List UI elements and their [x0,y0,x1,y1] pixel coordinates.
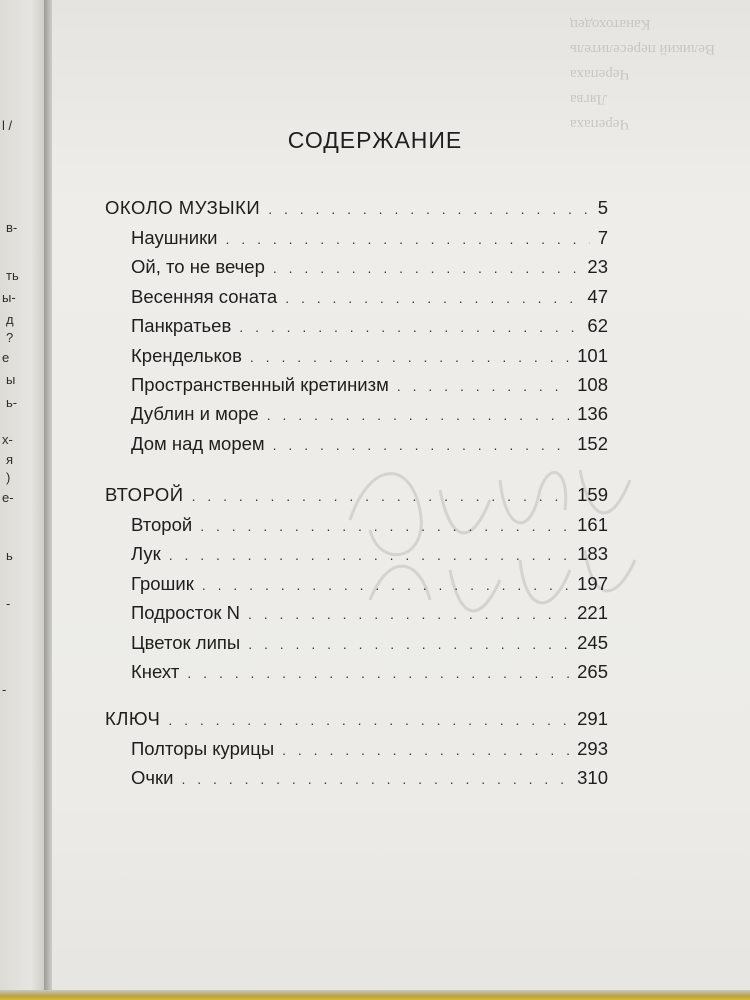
bleed-through-line: Лягва [570,91,607,107]
dot-leader [226,231,590,247]
page-number: 62 [587,315,608,337]
previous-page-fragment: l / [2,118,13,133]
toc-entry-title: Дублин и море [131,403,259,425]
bleed-through-line: Черепаха [570,66,630,82]
dot-leader [239,319,579,335]
page-number: 7 [597,227,608,248]
dot-leader [200,518,569,534]
page-number: 152 [577,432,608,454]
toc-entry-title: Дом над морем [131,432,265,454]
toc-section-title: ВТОРОЙ [105,484,184,505]
page-number: 108 [577,374,608,395]
toc-entry[interactable] [131,286,608,316]
page-number: 5 [597,197,608,218]
dot-leader [168,712,569,728]
page-number: 293 [577,738,608,759]
toc-entry[interactable] [131,738,608,768]
page-number: 265 [577,661,608,682]
bleed-through-line: Черепаха [570,116,630,132]
toc-entry[interactable] [131,767,608,797]
dot-leader [285,290,579,306]
page-number: 197 [577,572,608,594]
dot-leader [248,606,569,622]
page-number: 291 [577,708,608,729]
toc-entry-title: Цветок липы [131,631,241,653]
toc-entry-title: Лук [131,543,161,565]
toc-entry[interactable] [131,374,608,404]
page-number: 159 [577,484,608,505]
previous-page-fragment: ь- [6,395,18,410]
toc-entry[interactable] [131,661,608,691]
toc-entry[interactable] [131,514,608,544]
page-number: 183 [577,543,608,565]
dot-leader [273,260,580,276]
dot-leader [187,665,569,681]
page-number: 101 [577,344,608,366]
dot-leader [250,349,569,365]
previous-page-fragment: ть [6,268,19,283]
book-cover-edge [0,990,750,1000]
previous-page-fragment: ы- [2,290,16,305]
toc-section-title: КЛЮЧ [105,708,161,729]
toc-entry-title: Полторы курицы [131,738,275,759]
dot-leader [267,407,569,423]
toc-entry[interactable] [131,632,608,662]
toc-entry[interactable] [131,573,608,603]
toc-entry[interactable] [131,602,608,632]
toc-entry-title: Наушники [131,227,218,248]
dot-leader [282,742,569,758]
toc-section[interactable] [105,484,608,514]
dot-leader [202,577,569,593]
previous-page-fragment: - [2,682,7,697]
toc-section-title: ОКОЛО МУЗЫКИ [105,197,261,218]
toc-entry-title: Кнехт [131,661,180,682]
dot-leader [181,771,569,787]
dot-leader [192,488,570,504]
previous-page-fragment: д [6,312,14,327]
toc-entry-title: Очки [131,767,174,789]
toc-entry[interactable] [131,543,608,573]
bleed-through-line: Великий переселитель [570,41,716,57]
bleed-through-line: Канатоходец [570,16,651,32]
toc-entry[interactable] [131,256,608,286]
dot-leader [268,201,590,217]
page-number: 221 [577,602,608,624]
dot-leader [273,437,569,453]
toc-entry-title: Весенняя соната [131,285,278,307]
toc-entry[interactable] [131,403,608,433]
toc-section[interactable] [105,708,608,738]
previous-page-fragment: - [6,596,11,611]
toc-entry-title: Второй [131,514,193,535]
bleed-through-text [560,0,750,140]
toc-entry[interactable] [131,433,608,463]
page-title: СОДЕРЖАНИЕ [287,127,463,153]
previous-page-fragment: ы [6,372,16,387]
page-number: 245 [577,631,608,653]
toc-section[interactable] [105,197,608,227]
toc-entry-title: Подросток N [131,602,240,624]
page-number: 136 [577,403,608,425]
toc-entry[interactable] [131,227,608,257]
previous-page-fragment: ь [6,548,13,563]
toc-entry-title: Панкратьев [131,315,232,337]
previous-page-fragment: я [6,452,14,467]
previous-page-fragment: ? [6,330,14,345]
page-number: 310 [577,767,608,789]
toc-entry[interactable] [131,315,608,345]
previous-page-fragment: ) [6,470,11,485]
toc-entry-title: Грошик [131,572,194,594]
previous-page-fragment: в- [6,220,18,235]
toc-entry[interactable] [131,345,608,375]
dot-leader [397,378,569,394]
page-number: 161 [577,514,608,535]
dot-leader [169,547,569,563]
toc-entry-title: Пространственный кретинизм [131,374,389,395]
toc-entry-title: Ой, то не вечер [131,256,265,278]
previous-page-fragment: х- [2,432,13,447]
previous-page-fragment: е- [2,490,14,505]
toc-entry-title: Крендельков [131,344,242,366]
dot-leader [248,636,569,652]
page-number: 47 [587,285,608,307]
page-number: 23 [587,256,608,278]
previous-page-fragment: е [2,350,10,365]
